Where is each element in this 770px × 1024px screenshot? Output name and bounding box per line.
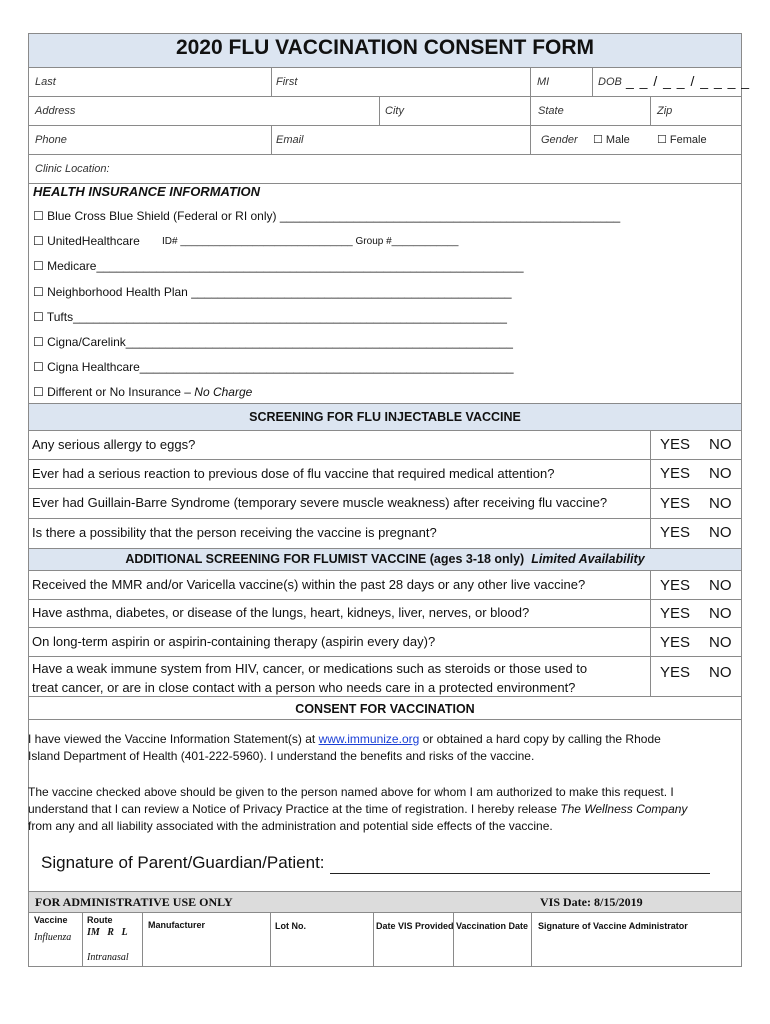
consent-heading: CONSENT FOR VACCINATION (295, 702, 475, 716)
insurance-option-medicare[interactable]: ☐ Medicare________________________________________________________________ (33, 259, 524, 273)
uhc-id-field[interactable]: ID# _______________________________ Group #____________ (162, 236, 459, 247)
question-asthma-diabetes: Have asthma, diabetes, or disease of the lungs, heart, kidneys, liver, nerves, or blood? (32, 605, 530, 620)
no-option[interactable]: NO (709, 524, 732, 541)
last-name-field[interactable]: Last (35, 76, 56, 88)
signature-line[interactable] (330, 873, 710, 874)
male-checkbox[interactable]: ☐ Male (593, 134, 630, 146)
middle-initial-field[interactable]: MI (537, 76, 550, 88)
no-option[interactable]: NO (709, 495, 732, 512)
yes-option[interactable]: YES (660, 605, 691, 622)
no-option[interactable]: NO (709, 664, 732, 681)
route-label: Route (87, 915, 113, 925)
flumist-heading-text: ADDITIONAL SCREENING FOR FLUMIST VACCINE (ages 3-18 only) (125, 552, 525, 566)
insurance-heading: HEALTH INSURANCE INFORMATION (33, 184, 261, 199)
consent-paragraph-1 (28, 731, 661, 748)
consent-text: I have viewed the Vaccine Information Statement(s) at (28, 732, 319, 746)
company-name: The Wellness Company (560, 802, 688, 816)
no-option[interactable]: NO (709, 634, 732, 651)
insurance-option-uhc[interactable]: ☐ UnitedHealthcare (33, 234, 140, 248)
vaccine-label: Vaccine (34, 915, 68, 925)
screening-heading: SCREENING FOR FLU INJECTABLE VACCINE (249, 410, 521, 424)
clinic-location-field[interactable]: Clinic Location: (35, 163, 110, 175)
insurance-option-bcbs[interactable]: ☐ Blue Cross Blue Shield (Federal or RI only) ___________________________________________________ (33, 209, 621, 223)
consent-paragraph-2-line3: from any and all liability associated with the administration and potential side effects of the vaccine. (28, 819, 553, 833)
phone-field[interactable]: Phone (35, 134, 67, 146)
yes-option[interactable]: YES (660, 664, 691, 681)
limited-availability: Limited Availability (531, 552, 645, 566)
question-guillain-barre: Ever had Guillain-Barre Syndrome (temporary severe muscle weakness) after receiving flu vaccine? (32, 495, 608, 510)
question-previous-reaction: Ever had a serious reaction to previous dose of flu vaccine that required medical attention? (32, 466, 555, 481)
question-weak-immune-line1: Have a weak immune system from HIV, cancer, or medications such as steroids or those used to (32, 661, 588, 676)
insurance-option-cigna-healthcare[interactable]: ☐ Cigna Healthcare________________________________________________________ (33, 360, 514, 374)
question-weak-immune-line2: treat cancer, or are in close contact with a person who needs care in a protected environment? (32, 680, 576, 695)
zip-field[interactable]: Zip (657, 105, 673, 117)
consent-text: understand that I can review a Notice of Privacy Practice at the time of registration. I hereby release (28, 802, 561, 816)
question-live-vaccine: Received the MMR and/or Varicella vaccine(s) within the past 28 days or any other live vaccine? (32, 577, 586, 592)
no-option[interactable]: NO (709, 577, 732, 594)
yes-option[interactable]: YES (660, 634, 691, 651)
yes-option[interactable]: YES (660, 436, 691, 453)
vis-date: VIS Date: 8/15/2019 (540, 895, 643, 909)
insurance-option-tufts[interactable]: ☐ Tufts_________________________________________________________________ (33, 310, 507, 324)
intranasal-option[interactable]: Intranasal (87, 952, 129, 963)
influenza-label: Influenza (34, 932, 72, 943)
no-charge-label: No Charge (194, 385, 253, 399)
route-options[interactable]: IM R L (87, 927, 128, 938)
form-title: 2020 FLU VACCINATION CONSENT FORM (175, 36, 595, 59)
immunize-link[interactable]: www.immunize.org (318, 732, 420, 746)
yes-option[interactable]: YES (660, 495, 691, 512)
question-pregnant: Is there a possibility that the person receiving the vaccine is pregnant? (32, 525, 437, 540)
no-option[interactable]: NO (709, 605, 732, 622)
flumist-heading (29, 552, 741, 566)
admin-signature-label: Signature of Vaccine Administrator (538, 921, 688, 931)
consent-paragraph-1-line2: Island Department of Health (401-222-5960). I understand the benefits and risks of the vaccine. (28, 749, 535, 763)
consent-text: or obtained a hard copy by calling the Rhode (419, 732, 661, 746)
insurance-option-nhp[interactable]: ☐ Neighborhood Health Plan ________________________________________________ (33, 285, 512, 299)
first-name-field[interactable]: First (276, 76, 298, 88)
address-field[interactable]: Address (35, 105, 76, 117)
lot-number-label: Lot No. (275, 921, 306, 931)
consent-paragraph-2: The vaccine checked above should be given to the person named above for whom I am authorized to make this request. I (28, 785, 674, 799)
signature-label: Signature of Parent/Guardian/Patient: (41, 853, 325, 872)
question-egg-allergy: Any serious allergy to eggs? (32, 437, 196, 452)
gender-label: Gender (541, 134, 578, 146)
dob-field[interactable]: _ _ / _ _ / _ _ _ _ (626, 73, 751, 89)
no-option[interactable]: NO (709, 465, 732, 482)
question-aspirin: On long-term aspirin or aspirin-containing therapy (aspirin every day)? (32, 634, 436, 649)
email-field[interactable]: Email (276, 134, 304, 146)
city-field[interactable]: City (385, 105, 404, 117)
insurance-option-cigna-carelink[interactable]: ☐ Cigna/Carelink__________________________________________________________ (33, 335, 513, 349)
vaccination-date-label: Vaccination Date (456, 921, 529, 931)
insurance-option-none[interactable] (33, 385, 252, 399)
dob-label: DOB (598, 76, 622, 88)
admin-heading: FOR ADMINISTRATIVE USE ONLY (35, 895, 233, 909)
date-vis-provided-label: Date VIS Provided (376, 921, 454, 931)
state-field[interactable]: State (538, 105, 564, 117)
yes-option[interactable]: YES (660, 524, 691, 541)
female-checkbox[interactable]: ☐ Female (657, 134, 707, 146)
no-option[interactable]: NO (709, 436, 732, 453)
yes-option[interactable]: YES (660, 577, 691, 594)
yes-option[interactable]: YES (660, 465, 691, 482)
consent-paragraph-2-line2 (28, 801, 687, 818)
manufacturer-label: Manufacturer (148, 920, 206, 930)
no-insurance-label: ☐ Different or No Insurance – (33, 385, 195, 399)
